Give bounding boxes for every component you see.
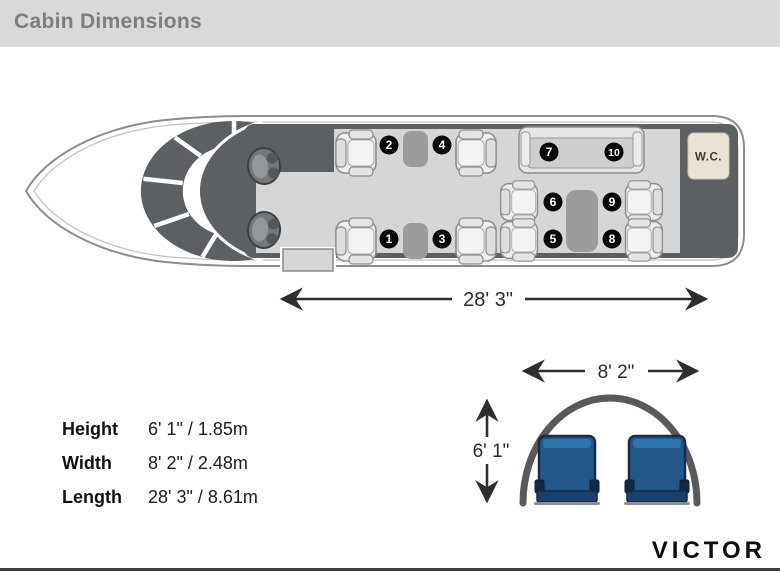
height-dimension-label: 6' 1" [472,441,510,462]
svg-text:3: 3 [438,232,446,246]
spec-row-length [62,480,258,514]
passenger-seat [501,181,538,223]
club-table [566,190,598,252]
side-table-front-bottom [403,223,428,259]
seat-badge-4 [433,136,452,155]
seat-badge-2 [380,136,399,155]
wc-lavatory [688,133,729,179]
spec-value: 8' 2" / 2.48m [148,452,248,473]
page-title: Cabin Dimensions [14,10,202,33]
svg-text:4: 4 [438,138,446,152]
svg-text:6: 6 [549,195,557,209]
length-dimension-label: 28' 3" [463,289,513,311]
svg-text:5: 5 [549,232,557,246]
seat-badge-5 [544,230,563,249]
passenger-seat [336,218,376,264]
wc-label: W.C. [695,151,722,164]
cabin-specs [62,412,258,514]
svg-text:10: 10 [608,147,620,159]
cross-section-seat [534,436,600,505]
cross-section-seat [624,436,690,505]
side-table-front-top [403,131,428,167]
passenger-seat [626,181,663,223]
spec-label: Width [62,452,112,473]
seat-badge-1 [380,230,399,249]
passenger-seat [456,130,496,176]
bottom-rule [0,568,780,571]
spec-row-height [62,412,258,446]
svg-text:7: 7 [545,145,553,159]
spec-label: Height [62,418,118,439]
spec-value: 6' 1" / 1.85m [148,418,248,439]
spec-label: Length [62,486,122,507]
svg-text:1: 1 [385,232,393,246]
width-dimension-label: 8' 2" [597,362,635,383]
page-header [0,0,780,47]
divan-sofa [519,127,644,173]
passenger-seat [336,130,376,176]
passenger-seat [456,218,496,264]
aircraft-top-view [26,116,744,274]
cross-section [473,362,697,505]
spec-row-width [62,446,258,480]
seat-badge-6 [544,193,563,212]
entry-door-step [283,249,333,271]
passenger-seat [501,219,538,261]
spec-value: 28' 3" / 8.61m [148,486,258,507]
svg-text:9: 9 [608,195,616,209]
svg-text:8: 8 [608,232,616,246]
victor-logo: VICTOR [651,537,766,564]
seat-badge-8 [603,230,622,249]
seat-badge-10 [605,143,624,162]
seat-badge-9 [603,193,622,212]
seat-badge-7 [540,143,559,162]
passenger-seat [626,219,663,261]
svg-text:2: 2 [385,138,393,152]
seat-badge-3 [433,230,452,249]
